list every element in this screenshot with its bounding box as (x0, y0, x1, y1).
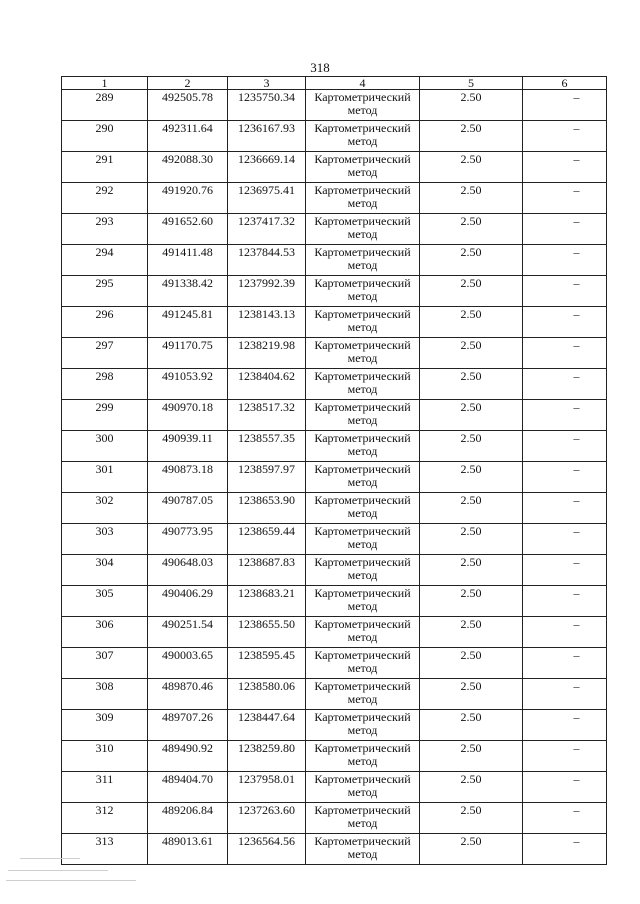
method-cell (306, 400, 420, 431)
note-cell (523, 462, 607, 493)
point-number-cell: 312 (62, 803, 148, 834)
table-row (62, 741, 607, 772)
accuracy-cell: 2.50 (420, 338, 523, 369)
note-cell (523, 214, 607, 245)
note-dash: – (573, 338, 580, 352)
note-dash: – (573, 462, 580, 476)
y-coordinate-cell: 1237844.53 (228, 245, 306, 276)
accuracy-cell: 2.50 (420, 586, 523, 617)
method-line-2: метод (347, 258, 378, 272)
y-coordinate-cell: 1238655.50 (228, 617, 306, 648)
point-number-cell: 295 (62, 276, 148, 307)
note-dash: – (573, 493, 580, 507)
method-cell (306, 493, 420, 524)
y-coordinate-cell: 1237958.01 (228, 772, 306, 803)
note-cell (523, 90, 607, 121)
note-cell (523, 586, 607, 617)
column-header: 4 (306, 77, 420, 90)
point-number-cell: 299 (62, 400, 148, 431)
method-cell (306, 90, 420, 121)
table-row (62, 121, 607, 152)
method-line-1: Картометрический (314, 710, 411, 724)
x-coordinate-cell: 489707.26 (148, 710, 228, 741)
accuracy-cell: 2.50 (420, 772, 523, 803)
point-number-cell: 291 (62, 152, 148, 183)
x-coordinate-cell: 489870.46 (148, 679, 228, 710)
table-row (62, 400, 607, 431)
note-dash: – (573, 183, 580, 197)
x-coordinate-cell: 491245.81 (148, 307, 228, 338)
method-line-1: Картометрический (314, 493, 411, 507)
column-header: 2 (148, 77, 228, 90)
method-line-2: метод (347, 847, 378, 861)
table-row (62, 803, 607, 834)
point-number-cell: 308 (62, 679, 148, 710)
column-header: 3 (228, 77, 306, 90)
note-cell (523, 338, 607, 369)
method-line-1: Картометрический (314, 276, 411, 290)
x-coordinate-cell: 491338.42 (148, 276, 228, 307)
method-line-2: метод (347, 351, 378, 365)
x-coordinate-cell: 489490.92 (148, 741, 228, 772)
column-header: 6 (523, 77, 607, 90)
y-coordinate-cell: 1238219.98 (228, 338, 306, 369)
method-cell (306, 648, 420, 679)
note-dash: – (573, 741, 580, 755)
scan-artifact (8, 870, 108, 871)
method-line-2: метод (347, 568, 378, 582)
method-line-2: метод (347, 320, 378, 334)
point-number-cell: 301 (62, 462, 148, 493)
method-line-2: метод (347, 227, 378, 241)
method-line-1: Картометрический (314, 648, 411, 662)
accuracy-cell: 2.50 (420, 307, 523, 338)
method-line-2: метод (347, 289, 378, 303)
accuracy-cell: 2.50 (420, 245, 523, 276)
x-coordinate-cell: 489404.70 (148, 772, 228, 803)
point-number-cell: 310 (62, 741, 148, 772)
table-row (62, 338, 607, 369)
x-coordinate-cell: 491411.48 (148, 245, 228, 276)
accuracy-cell: 2.50 (420, 214, 523, 245)
point-number-cell: 293 (62, 214, 148, 245)
method-cell (306, 462, 420, 493)
table-row (62, 493, 607, 524)
method-cell (306, 431, 420, 462)
point-number-cell: 311 (62, 772, 148, 803)
note-dash: – (573, 834, 580, 848)
table-row (62, 369, 607, 400)
accuracy-cell: 2.50 (420, 741, 523, 772)
y-coordinate-cell: 1238517.32 (228, 400, 306, 431)
point-number-cell: 307 (62, 648, 148, 679)
y-coordinate-cell: 1237417.32 (228, 214, 306, 245)
column-header: 1 (62, 77, 148, 90)
point-number-cell: 292 (62, 183, 148, 214)
table-row (62, 772, 607, 803)
note-dash: – (573, 803, 580, 817)
note-dash: – (573, 307, 580, 321)
accuracy-cell: 2.50 (420, 462, 523, 493)
note-dash: – (573, 276, 580, 290)
method-line-2: метод (347, 661, 378, 675)
method-cell (306, 369, 420, 400)
note-dash: – (573, 431, 580, 445)
method-line-1: Картометрический (314, 772, 411, 786)
x-coordinate-cell: 490873.18 (148, 462, 228, 493)
note-dash: – (573, 772, 580, 786)
accuracy-cell: 2.50 (420, 431, 523, 462)
x-coordinate-cell: 490003.65 (148, 648, 228, 679)
point-number-cell: 304 (62, 555, 148, 586)
note-cell (523, 369, 607, 400)
y-coordinate-cell: 1238447.64 (228, 710, 306, 741)
note-dash: – (573, 369, 580, 383)
note-dash: – (573, 710, 580, 724)
table-row (62, 617, 607, 648)
accuracy-cell: 2.50 (420, 183, 523, 214)
point-number-cell: 303 (62, 524, 148, 555)
method-line-2: метод (347, 754, 378, 768)
point-number-cell: 306 (62, 617, 148, 648)
method-line-2: метод (347, 165, 378, 179)
note-cell (523, 648, 607, 679)
note-cell (523, 803, 607, 834)
method-cell (306, 152, 420, 183)
method-cell (306, 803, 420, 834)
scan-artifact (6, 880, 136, 881)
accuracy-cell: 2.50 (420, 400, 523, 431)
method-line-1: Картометрический (314, 245, 411, 259)
method-line-2: метод (347, 785, 378, 799)
note-dash: – (573, 617, 580, 631)
accuracy-cell: 2.50 (420, 524, 523, 555)
method-line-1: Картометрический (314, 369, 411, 383)
note-cell (523, 710, 607, 741)
accuracy-cell: 2.50 (420, 493, 523, 524)
y-coordinate-cell: 1238143.13 (228, 307, 306, 338)
method-line-2: метод (347, 599, 378, 613)
point-number-cell: 294 (62, 245, 148, 276)
x-coordinate-cell: 489206.84 (148, 803, 228, 834)
point-number-cell: 289 (62, 90, 148, 121)
y-coordinate-cell: 1238595.45 (228, 648, 306, 679)
point-number-cell: 309 (62, 710, 148, 741)
point-number-cell: 300 (62, 431, 148, 462)
method-cell (306, 245, 420, 276)
method-line-1: Картометрический (314, 555, 411, 569)
method-cell (306, 710, 420, 741)
y-coordinate-cell: 1238659.44 (228, 524, 306, 555)
note-dash: – (573, 524, 580, 538)
x-coordinate-cell: 492311.64 (148, 121, 228, 152)
accuracy-cell: 2.50 (420, 803, 523, 834)
x-coordinate-cell: 491170.75 (148, 338, 228, 369)
table-row (62, 679, 607, 710)
note-cell (523, 493, 607, 524)
note-dash: – (573, 245, 580, 259)
y-coordinate-cell: 1238683.21 (228, 586, 306, 617)
table-row (62, 555, 607, 586)
method-line-1: Картометрический (314, 400, 411, 414)
note-cell (523, 679, 607, 710)
method-line-2: метод (347, 382, 378, 396)
y-coordinate-cell: 1236669.14 (228, 152, 306, 183)
x-coordinate-cell: 490648.03 (148, 555, 228, 586)
method-line-2: метод (347, 475, 378, 489)
method-line-2: метод (347, 196, 378, 210)
accuracy-cell: 2.50 (420, 648, 523, 679)
note-cell (523, 152, 607, 183)
y-coordinate-cell: 1235750.34 (228, 90, 306, 121)
accuracy-cell: 2.50 (420, 121, 523, 152)
point-number-cell: 313 (62, 834, 148, 865)
method-line-1: Картометрический (314, 152, 411, 166)
coordinates-table (61, 76, 607, 865)
y-coordinate-cell: 1236564.56 (228, 834, 306, 865)
note-cell (523, 307, 607, 338)
note-cell (523, 772, 607, 803)
note-cell (523, 276, 607, 307)
method-cell (306, 772, 420, 803)
table-row (62, 524, 607, 555)
table-row (62, 431, 607, 462)
point-number-cell: 296 (62, 307, 148, 338)
point-number-cell: 302 (62, 493, 148, 524)
note-cell (523, 617, 607, 648)
point-number-cell: 297 (62, 338, 148, 369)
method-cell (306, 524, 420, 555)
method-cell (306, 834, 420, 865)
table-row (62, 648, 607, 679)
page-number: 318 (310, 60, 330, 75)
x-coordinate-cell: 491053.92 (148, 369, 228, 400)
method-cell (306, 214, 420, 245)
method-line-1: Картометрический (314, 121, 411, 135)
table-row (62, 307, 607, 338)
y-coordinate-cell: 1237992.39 (228, 276, 306, 307)
method-cell (306, 617, 420, 648)
method-line-2: метод (347, 692, 378, 706)
method-line-1: Картометрический (314, 183, 411, 197)
table-row (62, 586, 607, 617)
method-line-1: Картометрический (314, 462, 411, 476)
note-cell (523, 741, 607, 772)
method-cell (306, 276, 420, 307)
note-dash: – (573, 214, 580, 228)
y-coordinate-cell: 1238653.90 (228, 493, 306, 524)
accuracy-cell: 2.50 (420, 617, 523, 648)
x-coordinate-cell: 489013.61 (148, 834, 228, 865)
table-row (62, 214, 607, 245)
table-row (62, 90, 607, 121)
method-line-1: Картометрический (314, 90, 411, 104)
x-coordinate-cell: 490787.05 (148, 493, 228, 524)
table-row (62, 183, 607, 214)
y-coordinate-cell: 1237263.60 (228, 803, 306, 834)
note-dash: – (573, 90, 580, 104)
note-cell (523, 431, 607, 462)
point-number-cell: 305 (62, 586, 148, 617)
accuracy-cell: 2.50 (420, 276, 523, 307)
accuracy-cell: 2.50 (420, 710, 523, 741)
method-line-2: метод (347, 134, 378, 148)
table-row (62, 276, 607, 307)
note-cell (523, 834, 607, 865)
method-line-1: Картометрический (314, 214, 411, 228)
table-row (62, 710, 607, 741)
note-dash: – (573, 121, 580, 135)
note-cell (523, 524, 607, 555)
accuracy-cell: 2.50 (420, 555, 523, 586)
method-line-1: Картометрический (314, 524, 411, 538)
method-line-1: Картометрический (314, 679, 411, 693)
method-line-1: Картометрический (314, 617, 411, 631)
method-line-2: метод (347, 816, 378, 830)
method-line-1: Картометрический (314, 586, 411, 600)
x-coordinate-cell: 490939.11 (148, 431, 228, 462)
y-coordinate-cell: 1236167.93 (228, 121, 306, 152)
note-dash: – (573, 586, 580, 600)
x-coordinate-cell: 492088.30 (148, 152, 228, 183)
y-coordinate-cell: 1238597.97 (228, 462, 306, 493)
x-coordinate-cell: 490970.18 (148, 400, 228, 431)
x-coordinate-cell: 491920.76 (148, 183, 228, 214)
method-line-1: Картометрический (314, 338, 411, 352)
method-line-1: Картометрический (314, 431, 411, 445)
method-line-2: метод (347, 630, 378, 644)
note-cell (523, 121, 607, 152)
note-dash: – (573, 679, 580, 693)
table-header-row (62, 77, 607, 90)
accuracy-cell: 2.50 (420, 679, 523, 710)
accuracy-cell: 2.50 (420, 369, 523, 400)
y-coordinate-cell: 1238557.35 (228, 431, 306, 462)
method-cell (306, 121, 420, 152)
x-coordinate-cell: 490406.29 (148, 586, 228, 617)
x-coordinate-cell: 491652.60 (148, 214, 228, 245)
point-number-cell: 290 (62, 121, 148, 152)
y-coordinate-cell: 1238404.62 (228, 369, 306, 400)
note-dash: – (573, 648, 580, 662)
x-coordinate-cell: 490773.95 (148, 524, 228, 555)
note-cell (523, 183, 607, 214)
method-line-1: Картометрический (314, 803, 411, 817)
method-line-2: метод (347, 444, 378, 458)
y-coordinate-cell: 1238259.80 (228, 741, 306, 772)
method-cell (306, 555, 420, 586)
method-line-1: Картометрический (314, 307, 411, 321)
method-line-1: Картометрический (314, 741, 411, 755)
method-line-2: метод (347, 537, 378, 551)
table-row (62, 152, 607, 183)
method-line-2: метод (347, 413, 378, 427)
note-dash: – (573, 555, 580, 569)
note-dash: – (573, 152, 580, 166)
table-body (62, 90, 607, 865)
accuracy-cell: 2.50 (420, 834, 523, 865)
y-coordinate-cell: 1238580.06 (228, 679, 306, 710)
y-coordinate-cell: 1236975.41 (228, 183, 306, 214)
method-cell (306, 183, 420, 214)
scan-artifact (20, 858, 80, 859)
method-line-2: метод (347, 506, 378, 520)
accuracy-cell: 2.50 (420, 90, 523, 121)
table-row (62, 834, 607, 865)
point-number-cell: 298 (62, 369, 148, 400)
accuracy-cell: 2.50 (420, 152, 523, 183)
method-cell (306, 741, 420, 772)
method-cell (306, 679, 420, 710)
note-cell (523, 245, 607, 276)
method-line-2: метод (347, 103, 378, 117)
note-cell (523, 400, 607, 431)
table-row (62, 245, 607, 276)
method-cell (306, 307, 420, 338)
method-cell (306, 586, 420, 617)
x-coordinate-cell: 490251.54 (148, 617, 228, 648)
column-header: 5 (420, 77, 523, 90)
note-cell (523, 555, 607, 586)
table-row (62, 462, 607, 493)
method-line-2: метод (347, 723, 378, 737)
y-coordinate-cell: 1238687.83 (228, 555, 306, 586)
method-line-1: Картометрический (314, 834, 411, 848)
method-cell (306, 338, 420, 369)
x-coordinate-cell: 492505.78 (148, 90, 228, 121)
note-dash: – (573, 400, 580, 414)
